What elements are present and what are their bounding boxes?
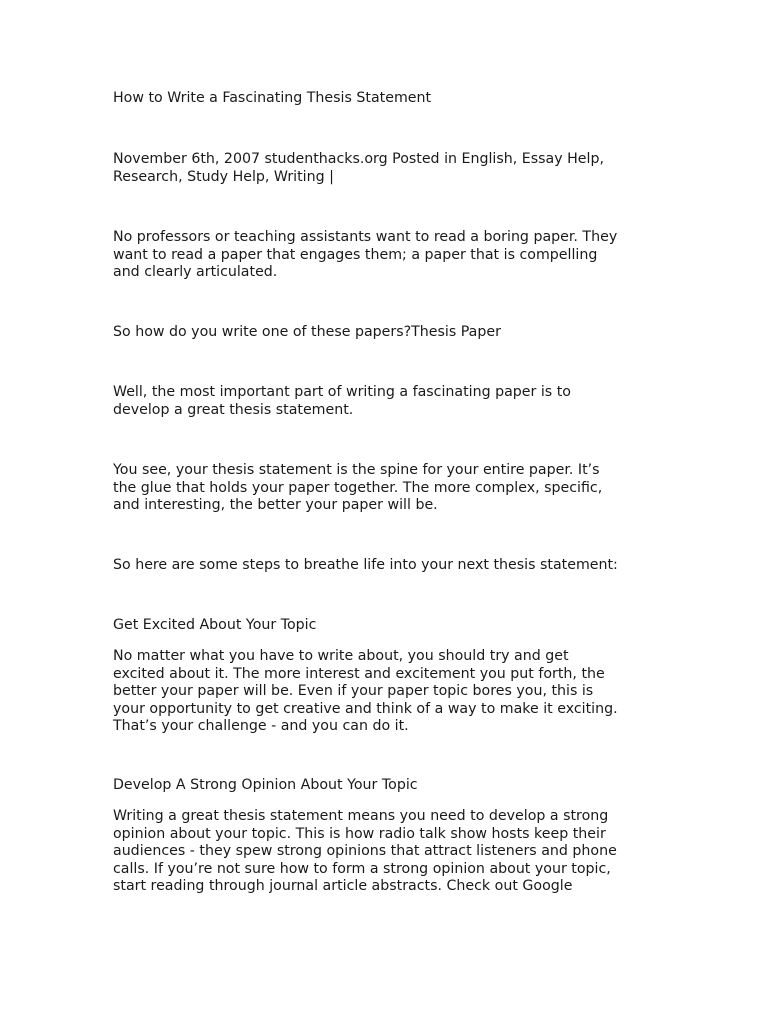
body-line: better your paper will be. Even if your paper topic bores you, this is: [113, 683, 594, 700]
steps-intro-paragraph: [113, 557, 658, 575]
spine-line: You see, your thesis statement is the spine for your entire paper. It’s: [113, 462, 600, 478]
byline-paragraph: [113, 151, 658, 186]
spine-line: and interesting, the better your paper will be.: [113, 497, 438, 514]
steps-intro-line: So here are some steps to breathe life into your next thesis statement:: [113, 557, 618, 573]
important-line: Well, the most important part of writing a fascinating paper is to: [113, 384, 571, 400]
intro-line: No professors or teaching assistants want to read a boring paper. They: [113, 229, 618, 245]
intro-line: and clearly articulated.: [113, 264, 278, 281]
body-line: opinion about your topic. This is how radio talk show hosts keep their: [113, 825, 606, 842]
intro-line: want to read a paper that engages them; a paper that is compelling: [113, 246, 598, 263]
section-heading-line: Get Excited About Your Topic: [113, 617, 317, 633]
title-line: How to Write a Fascinating Thesis Statement: [113, 90, 432, 106]
question-paragraph: [113, 324, 658, 342]
important-line: develop a great thesis statement.: [113, 401, 354, 418]
byline-line: November 6th, 2007 studenthacks.org Posted in English, Essay Help,: [113, 151, 604, 167]
spine-paragraph: [113, 462, 658, 515]
section-heading-excited: [113, 617, 658, 635]
body-line: No matter what you have to write about, you should try and get: [113, 648, 569, 664]
body-line: start reading through journal article abstracts. Check out Google: [113, 878, 573, 895]
section-body-excited: [113, 648, 658, 736]
important-paragraph: [113, 384, 658, 419]
question-line: So how do you write one of these papers?Thesis Paper: [113, 324, 501, 340]
byline-line: Research, Study Help, Writing |: [113, 168, 334, 185]
body-line: That’s your challenge - and you can do it.: [113, 718, 409, 735]
body-line: Writing a great thesis statement means you need to develop a strong: [113, 808, 609, 824]
section-heading-opinion: [113, 777, 658, 795]
document-title: [113, 90, 658, 108]
section-body-opinion: [113, 808, 658, 896]
body-line: your opportunity to get creative and think of a way to make it exciting.: [113, 700, 618, 717]
intro-paragraph: [113, 229, 658, 282]
spine-line: the glue that holds your paper together. The more complex, specific,: [113, 479, 603, 496]
section-heading-line: Develop A Strong Opinion About Your Topic: [113, 777, 418, 793]
body-line: excited about it. The more interest and excitement you put forth, the: [113, 665, 605, 682]
body-line: calls. If you’re not sure how to form a strong opinion about your topic,: [113, 860, 611, 877]
body-line: audiences - they spew strong opinions that attract listeners and phone: [113, 843, 617, 860]
